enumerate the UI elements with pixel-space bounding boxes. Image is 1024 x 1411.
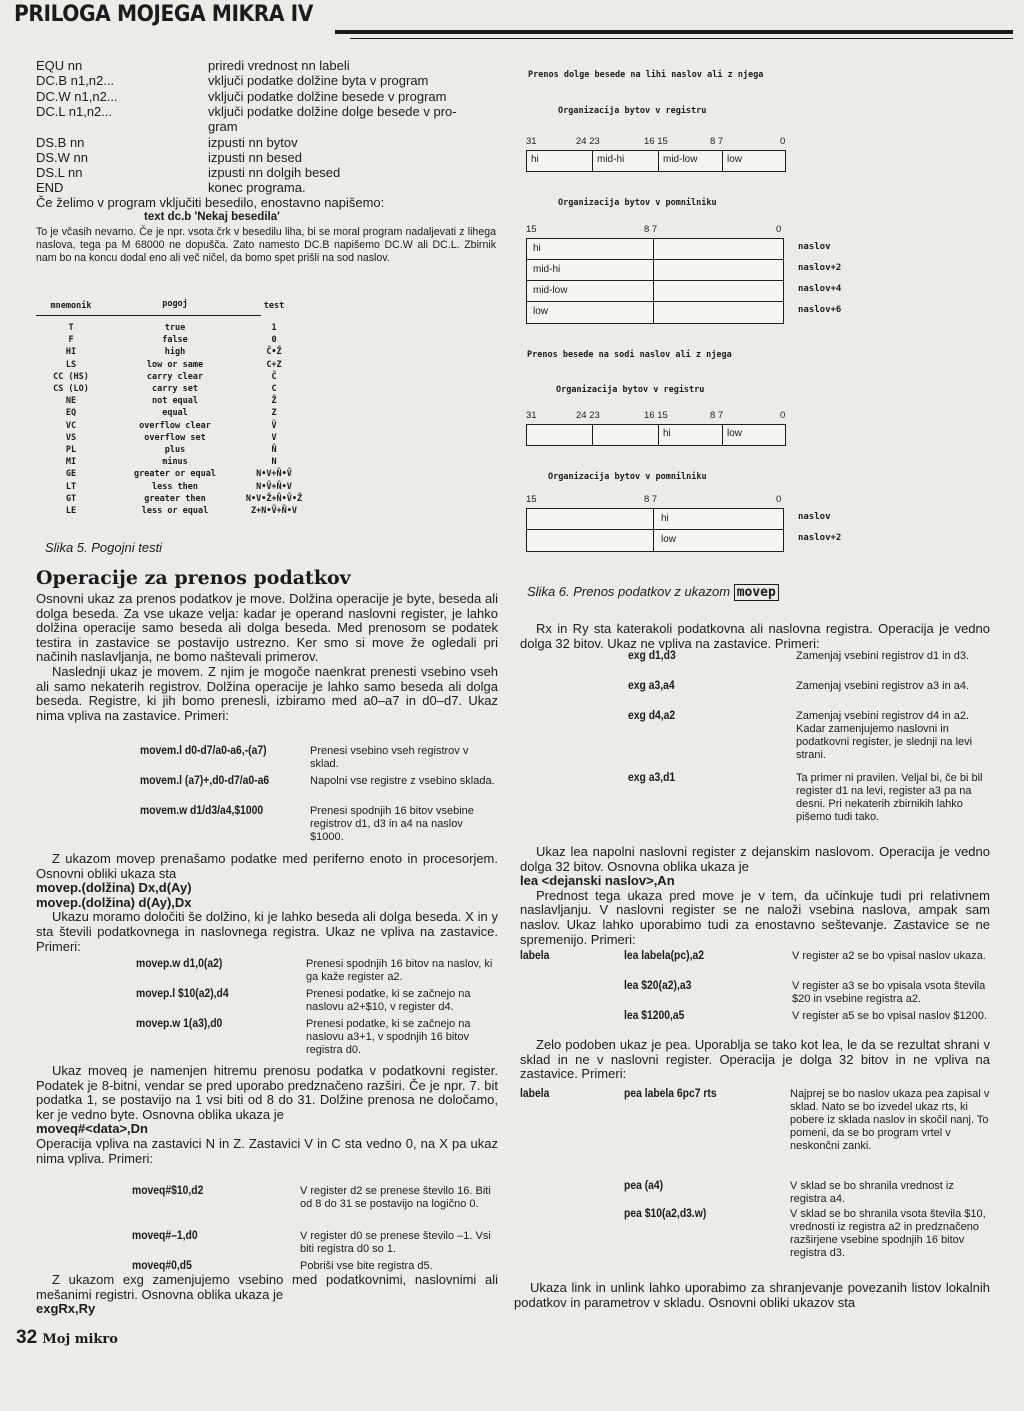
movep-form-2: movep.(dolžina) d(Ay),Dx <box>36 894 192 910</box>
table-cell-test: N̄ <box>271 445 277 455</box>
table-cell-pogoj: false <box>162 335 188 346</box>
table-cell-mnemonik: CS (LO) <box>53 384 89 394</box>
table-cell-test: N•V•Z̄+N̄•V̄•Z̄ <box>245 493 303 504</box>
fig6-long-bit-label: 8 7 <box>710 136 724 147</box>
moveq-form: moveq#<data>,Dn <box>36 1121 148 1137</box>
table-cell-pogoj: greater or equal <box>134 469 216 480</box>
condition-table <box>36 298 316 518</box>
lea-example-description: V register a3 se bo vpisala vsota števila $20 in vsebine registra a2. <box>792 980 986 1005</box>
fig6-word-memory-divider <box>653 509 654 551</box>
fig6-register-32 <box>526 136 788 176</box>
fig6-long-bit-label: 31 <box>526 136 537 147</box>
fig6-long-bit-label: 0 <box>776 224 782 235</box>
movem-example-code: movem.l d0-d7/a0-a6,-(a7) <box>140 745 267 757</box>
movem-example-description: Napolni vse registre z vsebino sklada. <box>310 775 495 787</box>
intro-note: To je včasih nevarno. Če je npr. vsota črk v besedilu liha, bi se moral program nadaljevati z lihega naslova, tega pa M 68000 ne dopušča. Zato namesto DC.B napišemo DC.W ali DC.L. Zbirnik nam bo na koncu dodal eno ali več ničel, da bomo spet prišli na sod naslov. <box>36 226 496 265</box>
table-cell-test: C <box>271 384 277 394</box>
fig6-word-bit-label: 0 <box>780 410 786 421</box>
fig6-long-address-label: naslov+2 <box>798 263 842 273</box>
moveq-example-description: V register d2 se prenese število 16. Biti od 8 do 31 se postavijo na logično 0. <box>300 1185 491 1210</box>
para-lea <box>520 845 990 947</box>
table-cell-mnemonik: VS <box>65 432 77 443</box>
fig6-long-memory-row: mid-hi <box>527 260 783 281</box>
table-cell-test: Z̄ <box>271 396 277 407</box>
directive-description: izpusti nn dolgih besed <box>208 165 341 181</box>
table-header-mnemonik: mnemonik <box>50 301 92 311</box>
table-cell-pogoj: carry set <box>151 384 199 394</box>
table-cell-mnemonik: T <box>68 323 74 333</box>
directive-description: gram <box>208 119 238 135</box>
lea-example-code: lea $20(a2),a3 <box>624 980 692 992</box>
table-cell-pogoj: greater then <box>144 493 206 504</box>
table-header-test: test <box>263 301 285 311</box>
directive-name: DC.L n1,n2... <box>36 103 113 119</box>
table-cell-test: N <box>271 457 277 468</box>
fig6-word-memory-row: hi <box>527 509 783 530</box>
table-cell-pogoj: low or same <box>146 359 204 370</box>
fig6-long-memory-row: low <box>533 306 549 317</box>
para-movep <box>36 852 498 954</box>
table-cell-test: C̄•Z̄ <box>266 347 282 358</box>
fig6-long-register-cell: hi <box>527 151 593 171</box>
pea-example-description: Najprej se bo naslov ukaza pea zapisal v sklad. Nato se bo izvedel ukaz rts, ki pobere iz sklada naslov in skočil nanj. To pomeni, da se bo program vrtel v neskončni zanki. <box>790 1088 990 1152</box>
para-exg-text: Z ukazom exg zamenjujemo vsebino med podatkovnimi, naslovnimi ali mešanimi registri. Osnovna oblika ukaza je <box>36 1272 498 1302</box>
table-cell-pogoj: plus <box>164 445 186 455</box>
fig6-word-address-label: naslov+2 <box>798 533 842 543</box>
fig6-long-bit-label: 0 <box>780 136 786 147</box>
movep-form-1: movep.(dolžina) Dx,d(Ay) <box>36 880 192 896</box>
fig6-title-1: Prenos dolge besede na lihi naslov ali z njega <box>528 70 764 80</box>
fig6-word-bit-label: 15 <box>526 494 537 505</box>
table-cell-test: V̄ <box>271 420 277 431</box>
table-cell-mnemonik: HI <box>65 347 77 358</box>
fig6-long-memory-row: hi <box>527 239 783 260</box>
table-cell-mnemonik: PL <box>65 445 77 455</box>
fig6-long-bit-label: 16 15 <box>644 136 668 147</box>
pea-example-code: pea $10(a2,d3.w) <box>624 1208 707 1220</box>
fig6-long-address-label: naslov+4 <box>798 284 842 294</box>
movep-example-code: movep.w d1,0(a2) <box>136 958 223 970</box>
exg-form: exgRx,Ry <box>36 1301 96 1317</box>
fig6-word-bit-label: 0 <box>776 494 782 505</box>
table-cell-test: N•V̄+N̄•V <box>256 481 292 492</box>
fig6-title-6: Organizacija bytov v pomnilniku <box>548 472 707 482</box>
directive-description: izpusti nn bytov <box>208 134 298 150</box>
fig6-long-memory-divider <box>653 239 654 323</box>
exg-example-code: exg a3,d1 <box>628 772 676 784</box>
moveq-example-code: moveq#–1,d0 <box>132 1230 198 1242</box>
fig6-title-4: Prenos besede na sodi naslov ali z njega <box>527 350 732 360</box>
directive-name: DS.B nn <box>36 134 85 150</box>
para-lea-text: Ukaz lea napolni naslovni register z dejanskim naslovom. Operacija je vedno dolga 32 bitov. Osnovna oblika ukaza je <box>520 844 990 874</box>
table-cell-pogoj: less or equal <box>141 506 209 516</box>
fig6-long-memory-row: mid-low <box>527 281 783 302</box>
table-cell-pogoj: high <box>164 347 186 358</box>
table-cell-pogoj: true <box>164 323 186 333</box>
lea-example-code: lea labela(pc),a2 <box>624 950 704 962</box>
directive-list <box>36 58 506 198</box>
table-cell-mnemonik: LE <box>65 506 77 516</box>
table-cell-mnemonik: GE <box>65 469 77 480</box>
table-cell-test: C̄ <box>271 371 277 382</box>
para-exg-regs-text: Rx in Ry sta katerakoli podatkovna ali naslovna registra. Operacija je vedno dolga 32 bitov. Ukaz ne vpliva na zastavice. Primeri: <box>520 621 990 651</box>
pea-example-code: pea labela 6pc7 rts <box>624 1088 717 1100</box>
fig6-word-bit-label: 8 7 <box>644 494 658 505</box>
fig6-title-2: Organizacija bytov v registru <box>558 106 707 116</box>
table-cell-pogoj: carry clear <box>146 371 204 382</box>
table-cell-pogoj: not equal <box>151 396 199 407</box>
table-cell-test: 0 <box>271 335 277 346</box>
para-movep-text: Z ukazom movep prenašamo podatke med periferno enoto in procesorjem. Osnovni obliki ukaza sta <box>36 851 498 881</box>
table-cell-test: Z+N•V̄+N̄•V <box>250 506 298 516</box>
directive-description: vključi podatke dolžine besede v program <box>208 88 447 104</box>
directive-name: DC.B n1,n2... <box>36 73 115 89</box>
directive-description: priredi vrednost nn labeli <box>208 58 350 73</box>
magazine-name: Moj mikro <box>42 1332 118 1347</box>
figure-6-caption-cmd: movep <box>734 584 779 601</box>
fig6-memory-word <box>526 494 866 554</box>
fig6-register-word <box>526 410 788 450</box>
table-cell-mnemonik: CC (HS) <box>53 371 89 382</box>
fig6-word-register-cell: hi <box>659 425 723 445</box>
table-cell-test: 1 <box>271 323 277 333</box>
moveq-example-description: Pobriši vse bite registra d5. <box>300 1260 433 1272</box>
page-header-title: PRILOGA MOJEGA MIKRA IV <box>14 2 313 27</box>
figure-6-caption <box>527 584 779 600</box>
table-header-rule <box>36 315 261 316</box>
para-movep-length: Ukazu moramo določiti še dolžino, ki je lahko beseda ali dolga beseda. X in y sta števili podatkovnega in naslovnega registra. Ukaz ne vpliva na zastavice. Primeri: <box>36 909 498 954</box>
fig6-word-register-cell: low <box>727 428 743 439</box>
fig6-word-bit-label: 24 23 <box>576 410 600 421</box>
table-cell-mnemonik: LS <box>65 359 77 370</box>
fig6-long-bit-label: 24 23 <box>576 136 600 147</box>
fig6-memory-long <box>526 224 866 324</box>
table-cell-mnemonik: F <box>68 335 74 346</box>
movem-examples <box>36 745 498 845</box>
moveq-example-code: moveq#0,d5 <box>132 1260 192 1272</box>
movem-example-code: movem.w d1/d3/a4,$1000 <box>140 805 264 817</box>
fig6-word-memory-row: low <box>661 534 677 545</box>
movem-example-description: Prenesi vsebino vseh registrov v sklad. <box>310 745 469 770</box>
fig6-long-register-cell: low <box>727 154 743 165</box>
lea-label: labela <box>520 950 550 962</box>
header-rule-thin <box>350 38 1013 39</box>
fig6-long-address-label: naslov+6 <box>798 305 842 315</box>
fig6-long-bit-label: 15 <box>526 224 537 235</box>
table-cell-mnemonik: MI <box>65 457 77 468</box>
figure-6-caption-text: Slika 6. Prenos podatkov z ukazom <box>527 584 731 599</box>
moveq-example-description: V register d0 se prenese število –1. Vsi biti registra d0 so 1. <box>300 1230 491 1255</box>
directive-name: DS.L nn <box>36 165 83 181</box>
exg-example-description: Zamenjaj vsebini registrov a3 in a4. <box>796 680 970 692</box>
page-number: 32 <box>16 1327 38 1348</box>
fig6-word-address-label: naslov <box>798 512 831 522</box>
table-cell-mnemonik: NE <box>65 396 77 407</box>
fig6-title-5: Organizacija bytov v registru <box>556 385 705 395</box>
table-cell-pogoj: equal <box>162 408 188 419</box>
directive-description: vključi podatke dolžine byta v program <box>208 73 429 89</box>
table-cell-mnemonik: LT <box>65 481 77 492</box>
fig6-word-memory-box <box>526 508 784 552</box>
fig6-word-register-box <box>526 424 786 446</box>
movep-example-description: Prenesi podatke, ki se začnejo na naslovu a3+1, v spodnjih 16 bitov registra d0. <box>306 1018 471 1056</box>
fig6-word-bit-label: 16 15 <box>644 410 668 421</box>
exg-examples <box>520 650 990 845</box>
fig6-long-register-cell: mid-low <box>659 151 723 171</box>
fig6-word-register-cell <box>593 425 659 445</box>
exg-example-description: Zamenjaj vsebini registrov d4 in a2. Kadar zamenjujemo naslovni in podatkovni register, je slednji na levi strani. <box>796 710 973 761</box>
para-pea-text: Zelo podoben ukaz je pea. Uporablja se tako kot lea, le da se rezultat shrani v sklad in ne v naslovni register. Operacija je dolga 32 bitov in ne vpliva na zastavice. Primeri: <box>520 1037 990 1082</box>
fig6-word-bit-label: 31 <box>526 410 537 421</box>
moveq-examples <box>36 1185 498 1275</box>
para-move: Osnovni ukaz za prenos podatkov je move. Dolžina operacije je byte, beseda ali dolga beseda. Za vse ukaze velja: kadar je operand naslovni register, je lahko dolžina operacije samo beseda ali dolga beseda. Med prenosom se podatek testira in zastavice se postavijo ustrezno. Ker smo si move že ogledali pri načinih naslavljanja, ne bomo naštevali primerov. <box>36 591 498 665</box>
movep-example-description: Prenesi spodnjih 16 bitov na naslov, ki ga kaže register a2. <box>306 958 493 983</box>
directive-name: END <box>36 180 64 196</box>
table-cell-mnemonik: GT <box>65 493 77 504</box>
para-moveq-text: Ukaz moveq je namenjen hitremu prenosu podatka v podatkovni register. Podatek je 8-bitni, vendar se pred uporabo predznačeno razširi. Če je npr. 7. bit podatka 1, se postavijo na 1 vsi biti od 8 do 31. Dolžine prenosa ne določamo, ker je vedno byte. Osnovna oblika ukaza je <box>36 1063 498 1122</box>
lea-example-code: lea $1200,a5 <box>624 1010 685 1022</box>
fig6-word-register-cell <box>527 425 593 445</box>
lea-form: lea <dejanski naslov>,An <box>520 873 675 889</box>
fig6-word-bit-label: 8 7 <box>710 410 724 421</box>
movep-examples <box>36 958 498 1058</box>
table-cell-test: V <box>271 432 277 443</box>
directive-description: vključi podatke dolžine dolge besede v pro- <box>208 103 457 119</box>
table-cell-mnemonik: EQ <box>65 408 77 419</box>
table-cell-test: Z <box>271 408 277 419</box>
directive-name: DC.W n1,n2... <box>36 88 118 104</box>
section-title: Operacije za prenos podatkov <box>36 567 351 589</box>
exg-example-code: exg d4,a2 <box>628 710 676 722</box>
table-cell-pogoj: less then <box>151 481 199 492</box>
moveq-example-code: moveq#$10,d2 <box>132 1185 204 1197</box>
intro-line: Če želimo v program vključiti besedilo, enostavno napišemo: <box>36 195 385 210</box>
table-cell-pogoj: minus <box>162 457 188 468</box>
table-cell-test: C+Z <box>266 359 282 370</box>
intro-code: text dc.b 'Nekaj besedila' <box>144 211 280 223</box>
pea-examples <box>520 1088 990 1278</box>
para-link-text: Ukaza link in unlink lahko uporabimo za shranjevanje povezanih listov lokalnih podatkov in parametrov v skladu. Osnovni obliki ukazov sta <box>514 1280 990 1310</box>
fig6-long-register-cell: mid-hi <box>593 151 659 171</box>
para-moveq <box>36 1064 498 1166</box>
directive-name: DS.W nn <box>36 149 89 165</box>
para-link <box>514 1281 990 1310</box>
movep-example-code: movep.l $10(a2),d4 <box>136 988 229 1000</box>
table-cell-mnemonik: VC <box>65 420 77 431</box>
figure-5-caption: Slika 5. Pogojni testi <box>45 540 163 555</box>
movem-example-description: Prenesi spodnjih 16 bitov vsebine registrov d1, d3 in a4 na naslov $1000. <box>310 805 474 843</box>
fig6-long-bit-label: 8 7 <box>644 224 658 235</box>
para-movem: Naslednji ukaz je movem. Z njim je mogoče naenkrat prenesti vsebino vseh ali samo nekaterih registrov. Dolžina operacije je lahko samo beseda ali dolga beseda. Registre, ki jih bomo prenesli, izbiramo med a0–a7 in d0–d7. Ukaz nima vpliva na zastavice. Primeri: <box>36 663 498 723</box>
fig6-long-register-box <box>526 150 786 172</box>
directive-description: izpusti nn besed <box>208 149 302 165</box>
header-rule <box>335 30 1013 34</box>
fig6-long-address-label: naslov <box>798 242 831 252</box>
exg-example-code: exg a3,a4 <box>628 680 675 692</box>
exg-example-code: exg d1,d3 <box>628 650 676 662</box>
pea-example-code: pea (a4) <box>624 1180 664 1192</box>
para-lea-usage: Prednost tega ukaza pred move je v tem, da učinkuje tudi pri relativnem naslavljanju. V naslovni register se ne naloži vsebina naslova, ampak sam naslov. Ukaz lahko uporabimo tudi za enostavno seštevanje. Zastavice se ne spremenijo. Primeri: <box>520 887 990 947</box>
pea-example-description: V sklad se bo shranila vrednost iz registra a4. <box>790 1180 954 1205</box>
directive-description: konec programa. <box>208 180 306 196</box>
fig6-title-3: Organizacija bytov v pomnilniku <box>558 198 717 208</box>
para-moveq-flags: Operacija vpliva na zastavici N in Z. Zastavici V in C sta vedno 0, na X pa ukaz nima vpliva. Primeri: <box>36 1135 498 1166</box>
fig6-long-memory-box <box>526 238 784 324</box>
pea-label: labela <box>520 1088 550 1100</box>
table-cell-pogoj: overflow set <box>144 432 206 443</box>
movem-example-code: movem.l (a7)+,d0-d7/a0-a6 <box>140 775 270 787</box>
movep-example-code: movep.w 1(a3),d0 <box>136 1018 223 1030</box>
lea-example-description: V register a2 se bo vpisal naslov ukaza. <box>792 950 986 962</box>
lea-examples <box>520 950 990 1035</box>
lea-example-description: V register a5 se bo vpisal naslov $1200. <box>792 1010 988 1022</box>
movep-example-description: Prenesi podatke, ki se začnejo na naslovu a2+$10, v register d4. <box>306 988 471 1013</box>
table-cell-test: N•V+N̄•V̄ <box>256 469 292 480</box>
para-exg-regs <box>520 622 990 651</box>
exg-example-description: Zamenjaj vsebini registrov d1 in d3. <box>796 650 970 662</box>
pea-example-description: V sklad se bo shranila vsota števila $10, vrednosti iz registra a2 in predznačeno razširjene vsebine spodnjih 16 bitov registra d3. <box>790 1208 986 1259</box>
left-column-text <box>36 592 498 723</box>
directive-name: EQU nn <box>36 58 83 73</box>
table-cell-pogoj: overflow clear <box>139 420 211 431</box>
para-pea <box>520 1038 990 1082</box>
table-header-pogoj: pogoj <box>162 299 188 309</box>
page-footer <box>16 1327 118 1349</box>
exg-example-description: Ta primer ni pravilen. Veljal bi, če bi bil register d1 na levi, register a3 pa na desni. Pri nekaterih zbirnikih lahko pišemo tudi tako. <box>796 772 983 823</box>
para-exg <box>36 1273 498 1317</box>
